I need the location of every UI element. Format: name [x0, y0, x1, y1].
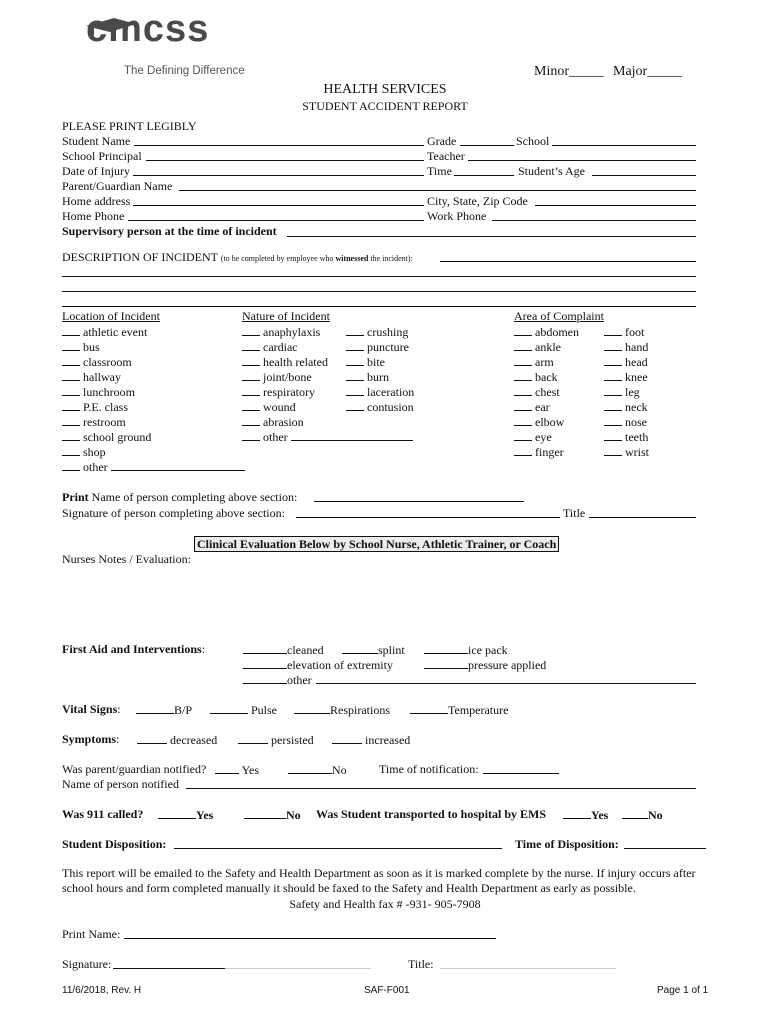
person-notified-label: Name of person notified: [62, 777, 179, 791]
description-line-4[interactable]: [62, 306, 696, 307]
resp-text: Respirations: [330, 703, 390, 717]
location-hallway[interactable]: [62, 369, 121, 384]
disposition-label: Student Disposition:: [62, 837, 167, 851]
complaint-nose[interactable]: [604, 414, 647, 429]
complaint-option-label: arm: [535, 355, 554, 369]
nature-option-label: joint/bone: [263, 370, 312, 384]
nature-puncture[interactable]: [346, 339, 409, 354]
description-label: DESCRIPTION OF INCIDENT: [62, 250, 218, 264]
student-name-label: Student Name: [62, 134, 131, 148]
location-option-label: school ground: [83, 430, 152, 444]
complaint-option-label: back: [535, 370, 558, 384]
nature-option-label: anaphylaxis: [263, 325, 321, 339]
complaint-hand[interactable]: [604, 339, 648, 354]
first-aid-elevation[interactable]: [243, 657, 393, 672]
nature-title: Nature of Incident: [242, 309, 330, 323]
disposition-field[interactable]: [174, 848, 502, 849]
school-principal-label: School Principal: [62, 149, 142, 163]
teacher-field[interactable]: [468, 160, 696, 161]
first-aid-splint[interactable]: [342, 642, 405, 657]
symptom-decreased[interactable]: [137, 732, 217, 747]
location-option-label: other: [83, 460, 108, 474]
footer-date: 11/6/2018, Rev. H: [62, 985, 142, 996]
clinical-heading: Clinical Evaluation Below by School Nurse, Athletic Trainer, or Coach: [194, 536, 559, 552]
complaint-option-label: neck: [625, 400, 648, 414]
location-classroom[interactable]: [62, 354, 132, 369]
transported-label: Was Student transported to hospital by EMS: [316, 807, 547, 821]
signature-label: Signature:: [62, 957, 112, 971]
vital-signs-text: Vital Signs: [62, 702, 118, 716]
splint-text: splint: [378, 643, 405, 657]
nature-option-label: contusion: [367, 400, 414, 414]
first-aid-label-text: First Aid and Interventions: [62, 642, 202, 656]
logo: [80, 8, 280, 80]
supervisory-field[interactable]: [287, 236, 696, 237]
increased-text: increased: [365, 733, 411, 747]
minor-field[interactable]: Minor_____: [534, 64, 604, 79]
complaint-option-label: foot: [625, 325, 645, 339]
grade-field[interactable]: [460, 145, 514, 146]
nature-bite[interactable]: [346, 354, 385, 369]
symptoms-label: Symptoms:: [62, 732, 120, 746]
nature-option-label: crushing: [367, 325, 409, 339]
time-label: Time: [427, 164, 452, 178]
called-911-no[interactable]: [244, 807, 301, 822]
location-title: Location of Incident: [62, 309, 160, 323]
location-option-label: restroom: [83, 415, 126, 429]
complaint-arm[interactable]: [514, 354, 554, 369]
first-aid-label: First Aid and Interventions:: [62, 642, 206, 656]
date-of-injury-label: Date of Injury: [62, 164, 130, 178]
vital-pulse[interactable]: [210, 702, 277, 717]
complaint-neck[interactable]: [604, 399, 648, 414]
work-phone-field[interactable]: [492, 220, 696, 221]
complaint-finger[interactable]: [514, 444, 564, 459]
complaint-ankle[interactable]: [514, 339, 561, 354]
symptom-persisted[interactable]: [238, 732, 314, 747]
disposition-time-field[interactable]: [624, 848, 706, 849]
print-rest: Name of person completing above section:: [88, 490, 298, 504]
nature-other[interactable]: [242, 429, 413, 444]
first-aid-other-text: other: [287, 673, 312, 687]
first-aid-pressure[interactable]: [424, 657, 546, 672]
symptom-increased[interactable]: [332, 732, 410, 747]
transported-no-text: No: [648, 808, 663, 822]
complaint-abdomen[interactable]: [514, 324, 579, 339]
first-aid-other[interactable]: [243, 672, 312, 687]
description-note-post: the incident):: [368, 254, 413, 263]
pressure-text: pressure applied: [468, 658, 547, 672]
students-age-field[interactable]: [592, 175, 696, 176]
nature-option-label: bite: [367, 355, 385, 369]
location-other[interactable]: [62, 459, 245, 474]
nature-option-label: abrasion: [263, 415, 304, 429]
first-aid-cleaned[interactable]: [243, 642, 324, 657]
logo-word: cmcss: [86, 8, 210, 50]
description-line-3[interactable]: [62, 291, 696, 292]
complaint-leg[interactable]: [604, 384, 640, 399]
description-line-1[interactable]: [440, 261, 696, 262]
school-principal-field[interactable]: [146, 160, 424, 161]
home-address-label: Home address: [62, 194, 131, 208]
nature-crushing[interactable]: [346, 324, 408, 339]
parent-notified-no[interactable]: [288, 762, 347, 777]
print-bold: Print: [62, 490, 89, 504]
nature-wound[interactable]: [242, 399, 296, 414]
notification-time-label: Time of notification:: [379, 762, 479, 776]
complaint-option-label: knee: [625, 370, 648, 384]
home-phone-label: Home Phone: [62, 209, 125, 223]
print-name-label: Print Name:: [62, 927, 121, 941]
nature-other-field[interactable]: [291, 429, 413, 441]
completion-signature-label: Signature of person completing above section:: [62, 506, 285, 520]
teacher-label: Teacher: [427, 149, 465, 163]
description-line-2[interactable]: [62, 276, 696, 277]
complaint-elbow[interactable]: [514, 414, 564, 429]
print-name-field[interactable]: [124, 938, 496, 939]
complaint-option-label: nose: [625, 415, 647, 429]
first-aid-other-field[interactable]: [316, 683, 696, 684]
nature-option-label: health related: [263, 355, 328, 369]
parent-guardian-field[interactable]: [179, 190, 696, 191]
location-athletic-event[interactable]: [62, 324, 147, 339]
nature-cardiac[interactable]: [242, 339, 298, 354]
footer-title-label: Title:: [408, 957, 434, 971]
complaint-eye[interactable]: [514, 429, 552, 444]
911-no-text: No: [286, 808, 301, 822]
persisted-text: persisted: [271, 733, 314, 747]
complaint-foot[interactable]: [604, 324, 644, 339]
page-title: HEALTH SERVICES: [323, 82, 447, 97]
complaint-option-label: hand: [625, 340, 649, 354]
logo-tagline: The Defining Difference: [124, 65, 245, 77]
bp-text: B/P: [174, 703, 193, 717]
transported-yes-text: Yes: [591, 808, 609, 822]
school-field[interactable]: [552, 145, 696, 146]
completion-print-field[interactable]: [314, 501, 524, 502]
cleaned-text: cleaned: [287, 643, 324, 657]
parent-no-text: No: [332, 763, 347, 777]
description-note: [221, 254, 413, 263]
major-field[interactable]: Major_____: [613, 64, 683, 79]
nature-option-label: respiratory: [263, 385, 315, 399]
fax-number: Safety and Health fax # -931- 905-7908: [289, 897, 481, 911]
parent-yes-text: Yes: [241, 763, 260, 777]
nature-option-label: wound: [263, 400, 296, 414]
location-option-label: hallway: [83, 370, 121, 384]
signature-field[interactable]: [113, 968, 225, 969]
transported-no[interactable]: [622, 807, 663, 822]
location-school-ground[interactable]: [62, 429, 151, 444]
location-option-label: classroom: [83, 355, 132, 369]
nature-option-label: laceration: [367, 385, 415, 399]
date-of-injury-field[interactable]: [133, 175, 424, 176]
complaint-wrist[interactable]: [604, 444, 649, 459]
print-legibly-note: PLEASE PRINT LEGIBLY: [62, 119, 197, 133]
temp-text: Temperature: [448, 703, 509, 717]
nurses-notes-label: Nurses Notes / Evaluation:: [62, 552, 191, 566]
911-yes-text: Yes: [196, 808, 214, 822]
parent-guardian-label: Parent/Guardian Name: [62, 179, 173, 193]
footer-code: SAF-F001: [364, 985, 410, 996]
student-name-field[interactable]: [134, 145, 424, 146]
work-phone-label: Work Phone: [427, 209, 487, 223]
disposition-time-label: Time of Disposition:: [515, 837, 619, 851]
description-note-bold: witnessed: [335, 254, 369, 263]
vital-bp[interactable]: [136, 702, 192, 717]
supervisory-label: Supervisory person at the time of incident: [62, 224, 277, 238]
location-restroom[interactable]: [62, 414, 126, 429]
complaint-head[interactable]: [604, 354, 648, 369]
footer-page: Page 1 of 1: [657, 985, 709, 996]
location-option-label: athletic event: [83, 325, 148, 339]
nature-laceration[interactable]: [346, 384, 414, 399]
complaint-option-label: ankle: [535, 340, 561, 354]
students-age-label: Student’s Age: [518, 164, 586, 178]
complaint-option-label: eye: [535, 430, 552, 444]
nature-respiratory[interactable]: [242, 384, 315, 399]
vital-respirations[interactable]: [294, 702, 390, 717]
complaint-knee[interactable]: [604, 369, 648, 384]
complaint-option-label: leg: [625, 385, 640, 399]
completion-print-label: [62, 490, 297, 504]
called-911-label: Was 911 called?: [62, 807, 144, 821]
home-address-field[interactable]: [133, 205, 424, 206]
location-option-label: shop: [83, 445, 106, 459]
location-shop[interactable]: [62, 444, 106, 459]
complaint-title: Area of Complaint: [514, 309, 604, 323]
school-label: School: [516, 134, 550, 148]
transported-yes[interactable]: [563, 807, 608, 822]
symptoms-text: Symptoms: [62, 732, 117, 746]
nature-anaphylaxis[interactable]: [242, 324, 320, 339]
ice-pack-text: ice pack: [468, 643, 508, 657]
complaint-option-label: teeth: [625, 430, 649, 444]
description-note-pre: (to be completed by employee who: [220, 254, 336, 263]
complaint-option-label: head: [625, 355, 648, 369]
time-field[interactable]: [454, 175, 514, 176]
complaint-back[interactable]: [514, 369, 558, 384]
decreased-text: decreased: [170, 733, 218, 747]
nature-option-label: burn: [367, 370, 389, 384]
complaint-option-label: chest: [535, 385, 560, 399]
nature-option-label: puncture: [367, 340, 409, 354]
city-state-zip-field[interactable]: [535, 205, 696, 206]
parent-notified-yes[interactable]: [215, 762, 259, 777]
home-phone-field[interactable]: [128, 220, 424, 221]
notification-time-field[interactable]: [483, 773, 559, 774]
location-other-field[interactable]: [111, 459, 245, 471]
complaint-option-label: wrist: [625, 445, 649, 459]
city-state-zip-label: City, State, Zip Code: [427, 194, 528, 208]
nature-option-label: cardiac: [263, 340, 298, 354]
nature-burn[interactable]: [346, 369, 389, 384]
description-heading: [62, 250, 413, 266]
completion-title-label: Title: [563, 506, 586, 520]
page-subtitle: STUDENT ACCIDENT REPORT: [302, 99, 468, 113]
location-lunchroom[interactable]: [62, 384, 135, 399]
location-option-label: lunchroom: [83, 385, 135, 399]
nature-option-label: other: [263, 430, 288, 444]
signature-field-faint: [225, 968, 371, 969]
complaint-option-label: ear: [535, 400, 550, 414]
complaint-teeth[interactable]: [604, 429, 648, 444]
nature-health-related[interactable]: [242, 354, 328, 369]
location-bus[interactable]: [62, 339, 100, 354]
nature-contusion[interactable]: [346, 399, 414, 414]
first-aid-ice-pack[interactable]: [424, 642, 508, 657]
completion-title-field[interactable]: [589, 517, 696, 518]
parent-notified-label: Was parent/guardian notified?: [62, 762, 207, 776]
elevation-text: elevation of extremity: [287, 658, 393, 672]
location-option-label: P.E. class: [83, 400, 128, 414]
complaint-ear[interactable]: [514, 399, 550, 414]
vital-temperature[interactable]: [410, 702, 508, 717]
complaint-option-label: finger: [535, 445, 564, 459]
nature-joint-bone[interactable]: [242, 369, 312, 384]
footer-title-field[interactable]: [440, 968, 616, 969]
location-p-e-class[interactable]: [62, 399, 128, 414]
complaint-option-label: elbow: [535, 415, 565, 429]
grade-label: Grade: [427, 134, 457, 148]
location-option-label: bus: [83, 340, 100, 354]
person-notified-field[interactable]: [186, 788, 696, 789]
complaint-option-label: abdomen: [535, 325, 579, 339]
complaint-chest[interactable]: [514, 384, 560, 399]
notice-text: This report will be emailed to the Safety and Health Department as soon as it is marked complete by the nurse. If injury occurs after school hours and form completed manually it should be faxed to the Safety and Health Department as early as possible.: [62, 866, 696, 895]
nature-abrasion[interactable]: [242, 414, 304, 429]
called-911-yes[interactable]: [158, 807, 213, 822]
vital-signs-label: Vital Signs:: [62, 702, 121, 716]
completion-signature-field[interactable]: [296, 517, 560, 518]
pulse-text: Pulse: [251, 703, 278, 717]
